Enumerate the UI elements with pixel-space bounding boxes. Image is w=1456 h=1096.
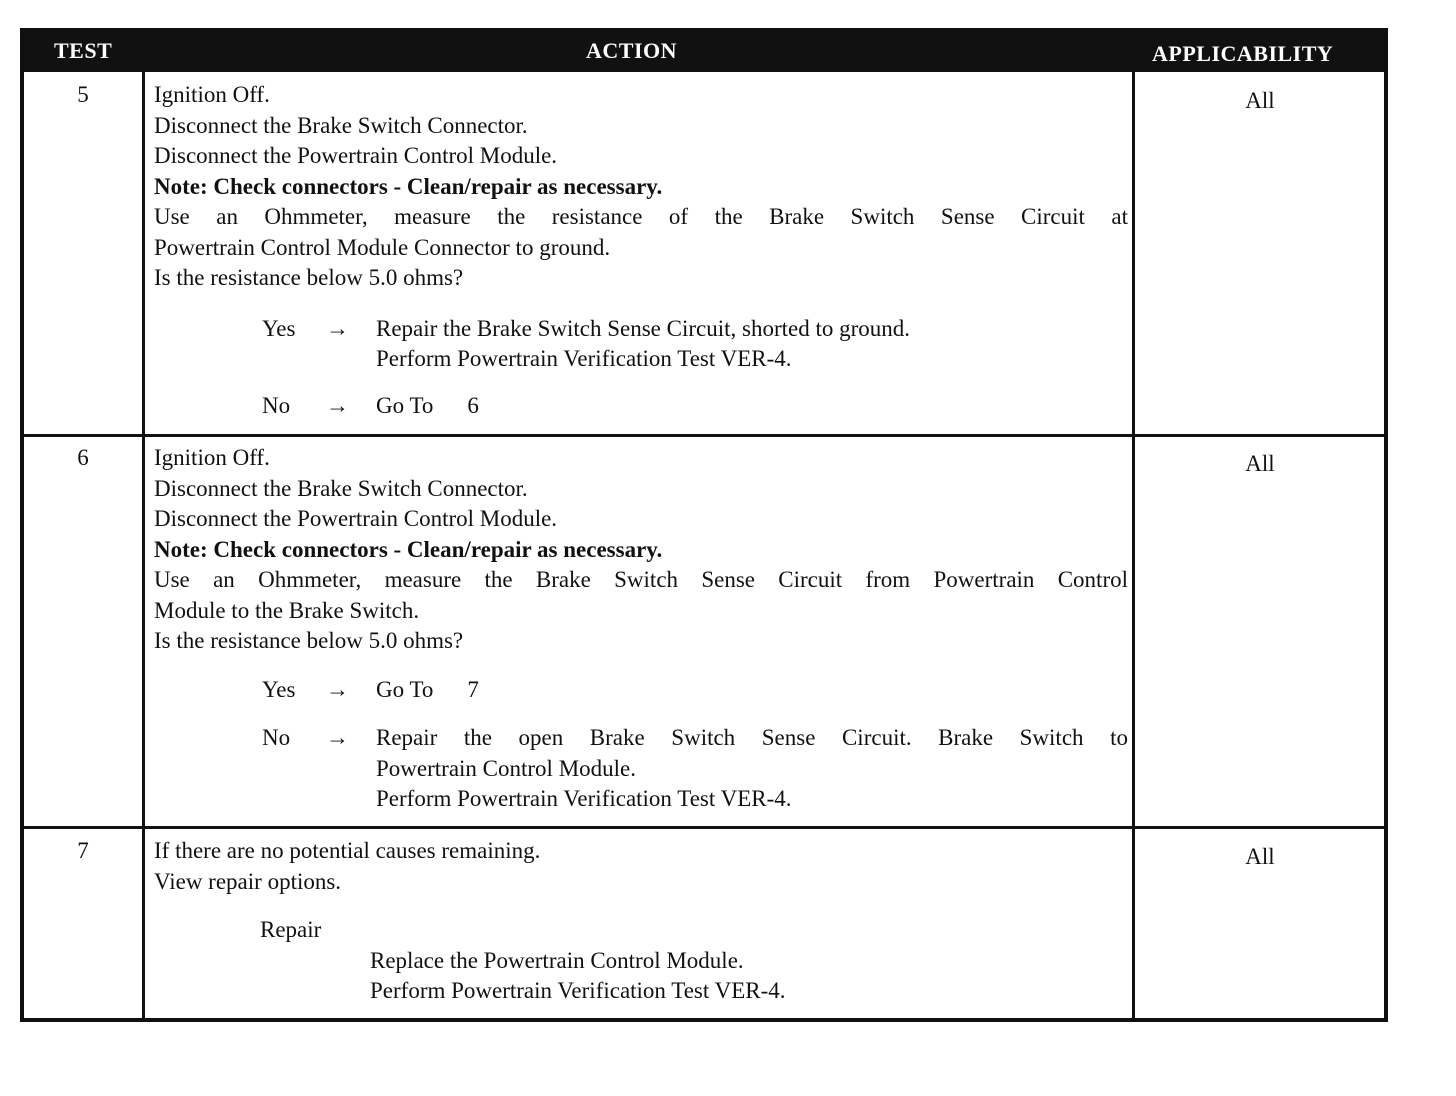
step-text: Disconnect the Powertrain Control Module.: [154, 506, 558, 531]
goto-number: 7: [467, 676, 479, 702]
no-response: [154, 723, 1128, 815]
step-text: If there are no potential causes remaining.: [154, 838, 541, 863]
applicability-value: All: [1245, 451, 1275, 476]
goto-text: Go To: [376, 392, 434, 418]
step-text: Ignition Off.: [154, 445, 270, 470]
test-number: 7: [77, 838, 89, 863]
test-number: 6: [77, 445, 89, 470]
test-number: 5: [77, 82, 89, 107]
note-text: Note: Check connectors - Clean/repair as necessary.: [154, 536, 663, 562]
response-text: Repair the Brake Switch Sense Circuit, shorted to ground.: [376, 315, 911, 341]
applicability-value: All: [1245, 844, 1275, 869]
action-cell: [154, 443, 1128, 815]
question-text: Is the resistance below 5.0 ohms?: [154, 628, 464, 653]
response-text: Perform Powertrain Verification Test VER-4.: [376, 346, 792, 371]
header-test: TEST: [54, 38, 113, 63]
arrow-icon: →: [326, 676, 349, 702]
arrow-icon: →: [326, 392, 349, 418]
yes-label: Yes: [262, 315, 296, 341]
note-text: Note: Check connectors - Clean/repair as necessary.: [154, 173, 663, 199]
response-text: Repair the open Brake Switch Sense Circuit. Brake Switch to: [376, 725, 1128, 750]
arrow-icon: →: [326, 725, 349, 750]
step-text: View repair options.: [154, 868, 342, 894]
action-cell: [154, 836, 1128, 1007]
header-action: ACTION: [586, 38, 678, 63]
step-text: Module to the Brake Switch.: [154, 597, 420, 623]
question-text: Is the resistance below 5.0 ohms?: [154, 265, 464, 290]
header-applicability: APPLICABILITY: [1152, 41, 1334, 66]
diagnostic-table: [20, 28, 1388, 1022]
row-divider: [24, 826, 1384, 829]
repair-text: Replace the Powertrain Control Module.: [370, 947, 744, 973]
column-divider: [1132, 32, 1135, 1018]
no-label: No: [262, 725, 291, 750]
response-text: Powertrain Control Module.: [376, 755, 636, 781]
yes-response: [154, 314, 1128, 375]
step-text: Use an Ohmmeter, measure the Brake Switch Sense Circuit from Powertrain Control: [154, 567, 1128, 592]
step-text: Use an Ohmmeter, measure the resistance of the Brake Switch Sense Circuit at: [154, 204, 1128, 229]
no-label: No: [262, 392, 291, 418]
step-text: Powertrain Control Module Connector to ground.: [154, 234, 611, 260]
step-text: Disconnect the Brake Switch Connector.: [154, 112, 528, 138]
step-text: Disconnect the Brake Switch Connector.: [154, 475, 528, 501]
step-text: Disconnect the Powertrain Control Module.: [154, 143, 558, 168]
arrow-icon: →: [326, 315, 349, 341]
row-divider: [24, 434, 1384, 437]
column-divider: [142, 32, 145, 1018]
no-response: [154, 391, 1128, 422]
yes-label: Yes: [262, 676, 296, 702]
response-text: Perform Powertrain Verification Test VER-4.: [376, 786, 792, 811]
goto-number: 6: [467, 392, 479, 418]
step-text: Ignition Off.: [154, 82, 270, 107]
repair-label: Repair: [260, 917, 322, 942]
applicability-value: All: [1245, 88, 1275, 113]
action-cell: [154, 80, 1128, 421]
table-header: [24, 32, 1384, 72]
yes-response: [154, 675, 1128, 706]
goto-text: Go To: [376, 676, 434, 702]
repair-text: Perform Powertrain Verification Test VER-4.: [370, 978, 786, 1003]
